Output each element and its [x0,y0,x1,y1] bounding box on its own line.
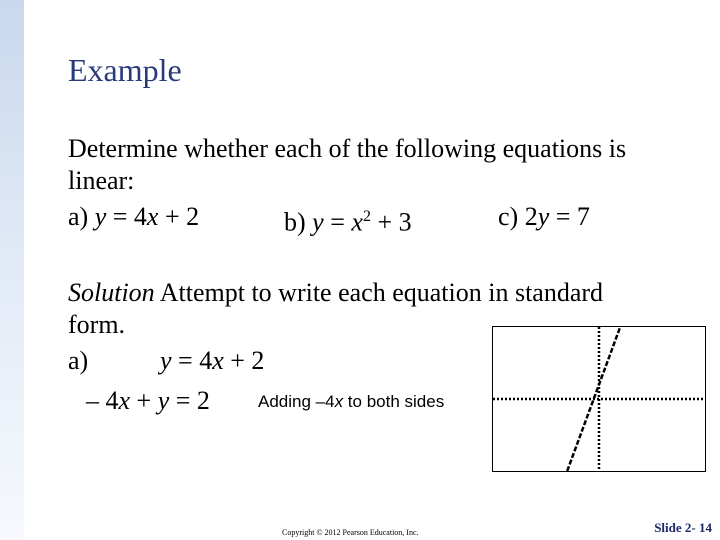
part-b-end: + 3 [370,207,412,237]
eq2-end: = 2 [169,386,210,415]
solution-line-2: form. [68,310,126,339]
eq1-end: + 2 [223,346,265,375]
problem-part-c [498,202,590,232]
solution-label: Solution [68,278,155,307]
note-end: to both sides [343,392,445,411]
problem-part-a [68,202,199,232]
eq2-y: y [157,386,170,415]
copyright-footer: Copyright © 2012 Pearson Education, Inc. [282,528,419,537]
graph-canvas [493,327,705,471]
part-b-y: y [312,207,324,237]
eq2-start: – 4 [86,386,119,415]
solution-equation-2 [86,386,210,416]
part-b-exponent: 2 [362,208,371,225]
eq1-x: x [212,346,224,375]
part-b-prefix: b) [284,207,313,237]
problem-line-2: linear: [68,166,135,195]
note-start: Adding –4 [258,392,335,411]
slide-title: Example [68,52,182,88]
eq2-plus: + [130,386,158,415]
sidebar-gradient [0,0,24,540]
part-a-y: y [94,202,107,231]
part-a-mid: = 4 [106,202,147,231]
eq2-x: x [118,386,131,415]
eq1-mid: = 4 [171,346,213,375]
solution-equation-1 [160,346,264,376]
problem-line-1: Determine whether each of the following equations is [68,134,627,163]
part-a-prefix: a) [68,202,95,231]
solution-text-1: Attempt to write each equation in standard [154,278,604,307]
solution-a-label: a) [68,346,89,375]
part-c-prefix: c) 2 [498,202,538,231]
part-c-end: = 7 [549,202,590,231]
step-note [258,392,444,412]
part-a-x: x [146,202,159,231]
part-c-y: y [537,202,550,231]
calculator-graph [492,326,706,472]
problem-part-b [284,202,412,238]
part-b-x: x [351,207,363,237]
note-x: x [334,392,344,411]
eq1-y: y [160,346,172,375]
solution-line-1 [68,278,603,308]
slide-number: Slide 2- 14 [654,520,712,535]
part-a-end: + 2 [158,202,200,231]
part-b-mid: = [323,207,352,237]
